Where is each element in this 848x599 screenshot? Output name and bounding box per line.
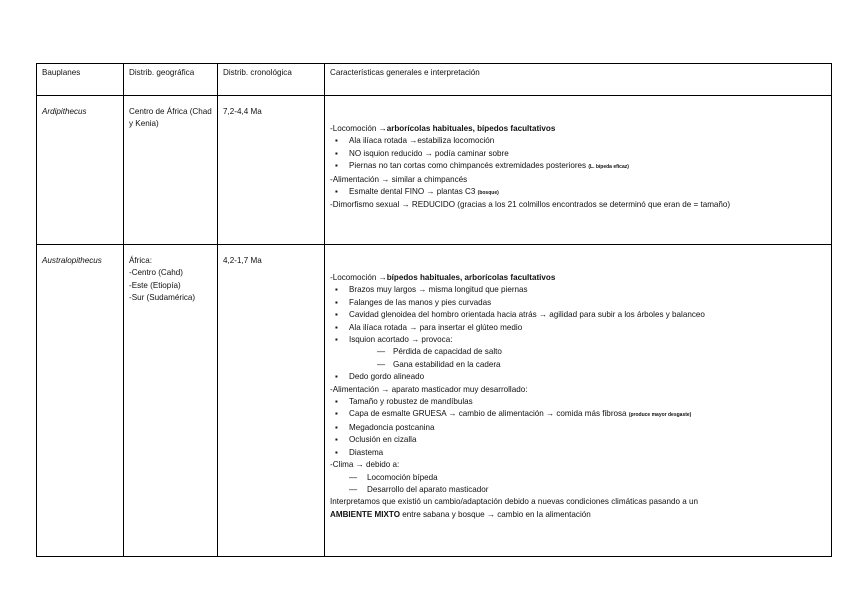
- dimorphism-line: -Dimorfismo sexual → REDUCIDO (gracias a los 21 colmillos encontrados se determinó que eran de = tamaño): [330, 200, 731, 210]
- list-item: ▪ Oclusión en cizalla: [330, 434, 826, 446]
- interpretation-line: Interpretamos que existió un cambio/adaptación debido a nuevas condiciones climáticas pasando a un: [330, 497, 699, 507]
- list-item: ▪ Dedo gordo alineado: [330, 371, 826, 383]
- list-item: ▪ NO isquion reducido → podía caminar sobre: [330, 148, 826, 160]
- list-item-text: Capa de esmalte GRUESA → cambio de alimentación → comida más fibrosa: [349, 409, 627, 419]
- cell-geo: [124, 96, 218, 245]
- characteristics-block: [330, 272, 826, 521]
- row-australopithecus: [37, 245, 832, 557]
- geo-line: África:: [129, 256, 152, 265]
- cell-geo: [124, 245, 218, 557]
- cell-chrono: [218, 96, 325, 245]
- characteristics-block: [330, 123, 826, 212]
- list-item: ▪ Ala ilíaca rotada →estabiliza locomoción: [330, 135, 826, 147]
- small-note: (bosque): [477, 190, 499, 197]
- list-item: [330, 186, 826, 199]
- cell-characteristics: [325, 245, 832, 557]
- cell-genus: [37, 245, 124, 557]
- sub-list-item: — Desarrollo del aparato masticador: [330, 484, 826, 496]
- small-note: (produce mayor desgaste): [628, 412, 692, 419]
- list-item: ▪ Brazos muy largos → misma longitud que piernas: [330, 284, 826, 296]
- locomotion-prefix: -Locomoción →: [330, 124, 387, 133]
- interpretation-rest: entre sabana y bosque → cambio en la alimentación: [400, 509, 591, 519]
- list-item: ▪ Diastema: [330, 447, 826, 459]
- bauplanes-table: [36, 63, 832, 557]
- ambiente-mixto: AMBIENTE MIXTO: [330, 509, 400, 519]
- header-caracteristicas: Características generales e interpretación: [325, 64, 832, 96]
- geo-text: Centro de África (Chad y Kenia): [129, 107, 212, 129]
- locomotion-bold: bípedos habituales, arborícolas facultativos: [386, 273, 556, 282]
- cell-characteristics: [325, 96, 832, 245]
- genus-name: Ardipithecus: [42, 107, 87, 116]
- list-item: ▪ Tamaño y robustez de mandíbulas: [330, 396, 826, 408]
- locomotion-line: [330, 123, 826, 135]
- geo-line: -Este (Etiopía): [129, 280, 181, 290]
- chrono-text: 4,2-1,7 Ma: [223, 256, 262, 265]
- alimentation-line: -Alimentación → aparato masticador muy desarrollado:: [330, 384, 528, 394]
- locomotion-bold: arborícolas habituales, bípedos facultativos: [386, 124, 556, 133]
- row-ardipithecus: [37, 96, 832, 245]
- alimentation-line: -Alimentación → similar a chimpancés: [330, 174, 468, 184]
- interpretation-line: [330, 509, 826, 521]
- list-item: ▪ Falanges de las manos y pies curvadas: [330, 297, 826, 309]
- geo-list: [129, 255, 212, 305]
- sub-list-item: — Locomoción bípeda: [330, 472, 826, 484]
- genus-name: Australopithecus: [42, 256, 102, 265]
- geo-line: -Sur (Sudamérica): [129, 293, 196, 303]
- cell-chrono: [218, 245, 325, 557]
- header-row: [37, 64, 832, 96]
- header-bauplanes: Bauplanes: [37, 64, 124, 96]
- list-item-text: Piernas no tan cortas como chimpancés extremidades posteriores: [349, 161, 587, 171]
- header-distrib-geografica: Distrib. geográfica: [124, 64, 218, 96]
- climate-line: -Clima → debido a:: [330, 460, 400, 470]
- chrono-text: 7,2-4,4 Ma: [223, 107, 262, 116]
- list-item: [330, 408, 826, 421]
- list-item: ▪ Ala ilíaca rotada → para insertar el glúteo medio: [330, 322, 826, 334]
- locomotion-line: [330, 272, 826, 284]
- header-distrib-cronologica: Distrib. cronológica: [218, 64, 325, 96]
- list-item-text: Esmalte dental FINO → plantas C3: [349, 187, 476, 197]
- cell-genus: [37, 96, 124, 245]
- list-item: ▪ Isquion acortado → provoca:: [330, 334, 826, 346]
- list-item: [330, 160, 826, 173]
- sub-list-item: — Pérdida de capacidad de salto: [330, 346, 826, 358]
- list-item: ▪ Megadoncia postcanina: [330, 422, 826, 434]
- locomotion-prefix: -Locomoción →: [330, 273, 387, 282]
- sub-list-item: — Gana estabilidad en la cadera: [330, 359, 826, 371]
- geo-line: -Centro (Cahd): [129, 268, 183, 278]
- list-item: ▪ Cavidad glenoidea del hombro orientada hacia atrás → agilidad para subir a los árboles y balanceo: [330, 309, 826, 321]
- small-note: (L. bípeda eficaz): [588, 164, 629, 171]
